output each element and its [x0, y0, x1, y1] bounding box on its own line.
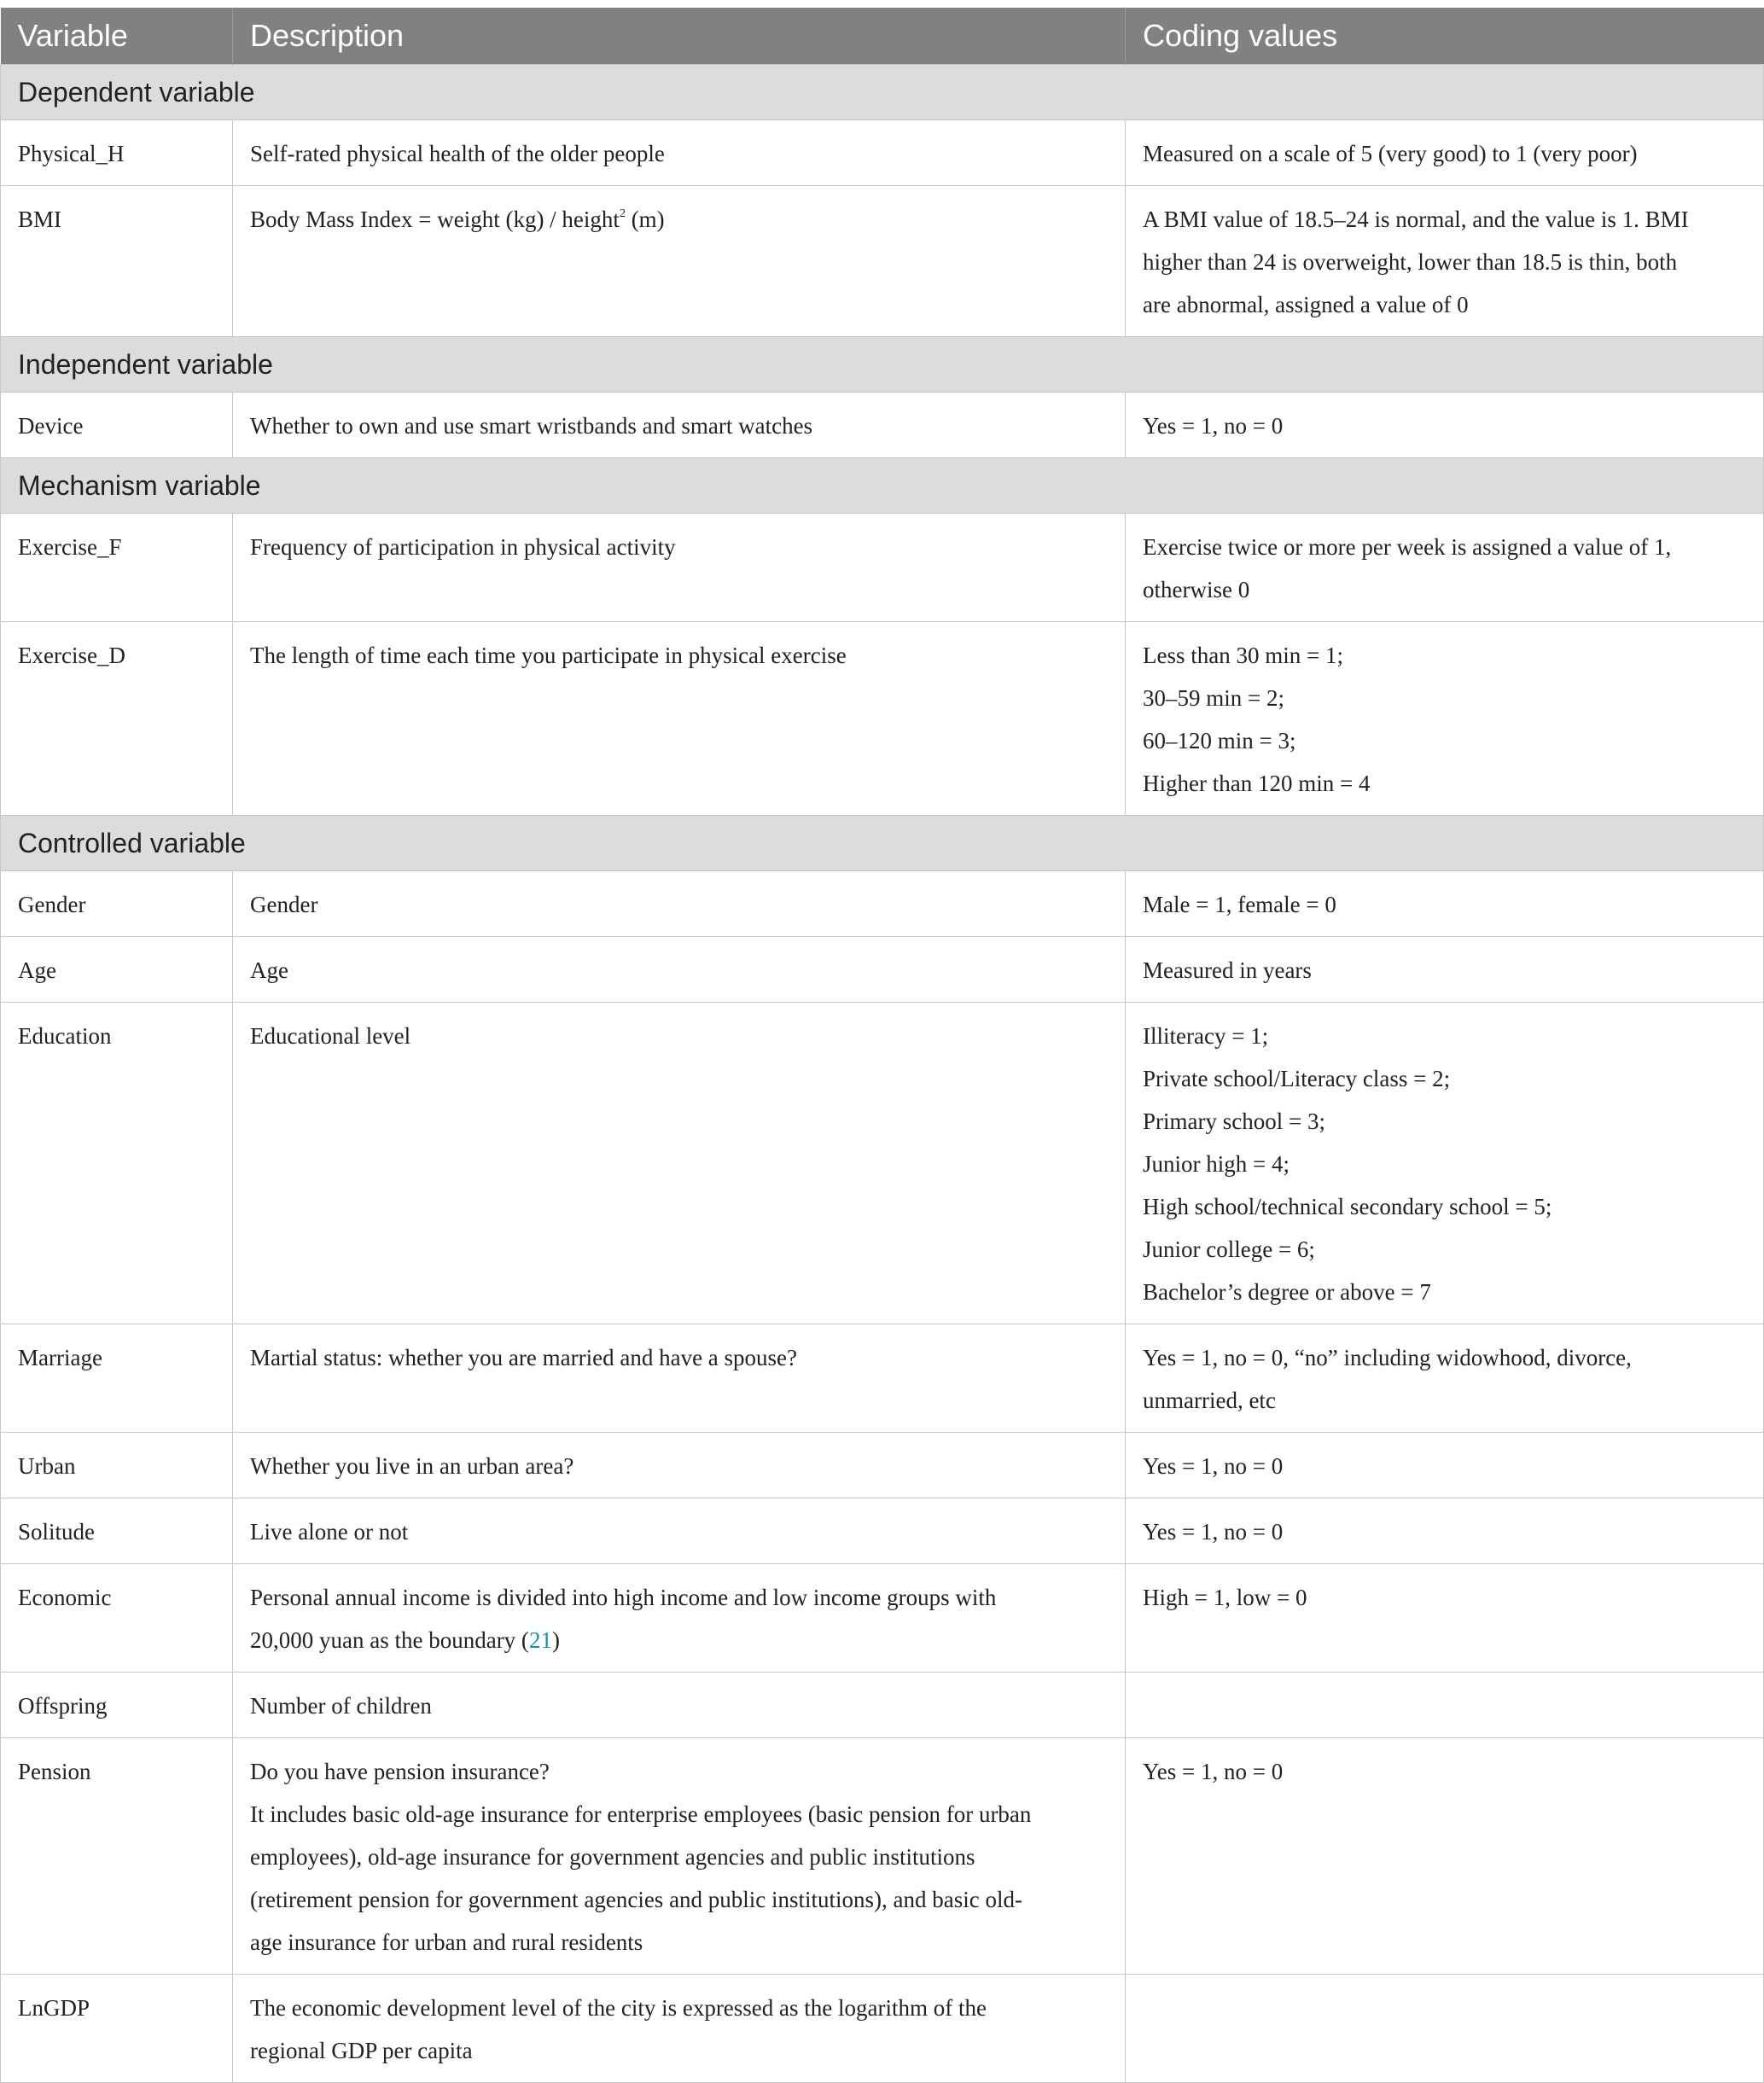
description-cell: Whether you live in an urban area? [233, 1433, 1126, 1498]
variable-cell: Urban [1, 1433, 233, 1498]
table-row [1, 622, 1764, 816]
coding-line: 30–59 min = 2; [1143, 685, 1284, 711]
table-row [1, 1975, 1764, 2083]
description-cell: Gender [233, 871, 1126, 937]
section-row-dependent [1, 65, 1764, 120]
variable-cell: Education [1, 1003, 233, 1324]
coding-line: unmarried, etc [1143, 1388, 1276, 1413]
description-line: The economic development level of the city is expressed as the logarithm of the [250, 1995, 987, 2021]
description-line: (retirement pension for government agencies and public institutions), and basic old- [250, 1887, 1023, 1912]
description-line: regional GDP per capita [250, 2038, 473, 2063]
description-cell: Live alone or not [233, 1498, 1126, 1564]
description-text: Body Mass Index = weight (kg) / height [250, 207, 620, 232]
variable-cell: Age [1, 937, 233, 1003]
variables-table [0, 8, 1764, 2083]
header-variable: Variable [1, 8, 233, 65]
table-row [1, 937, 1764, 1003]
coding-cell: Male = 1, female = 0 [1126, 871, 1764, 937]
table-row [1, 1564, 1764, 1673]
description-cell: Martial status: whether you are married and have a spouse? [233, 1324, 1126, 1433]
coding-line: Yes = 1, no = 0, “no” including widowhood, divorce, [1143, 1345, 1632, 1370]
coding-cell: High = 1, low = 0 [1126, 1564, 1764, 1673]
variable-cell: Exercise_D [1, 622, 233, 816]
reference-link[interactable]: 21 [528, 1627, 552, 1653]
table-header-row [1, 8, 1764, 65]
coding-cell [1126, 1324, 1764, 1433]
variable-cell: Economic [1, 1564, 233, 1673]
description-cell [233, 186, 1126, 337]
coding-line: higher than 24 is overweight, lower than 18.5 is thin, both [1143, 249, 1678, 275]
description-cell [233, 1975, 1126, 2083]
coding-cell: Yes = 1, no = 0 [1126, 1498, 1764, 1564]
section-title: Controlled variable [1, 816, 1764, 871]
variable-cell: Offspring [1, 1673, 233, 1738]
coding-line: Higher than 120 min = 4 [1143, 771, 1371, 796]
variables-table-container [0, 8, 1763, 2083]
table-row [1, 1498, 1764, 1564]
header-coding-values: Coding values [1126, 8, 1764, 65]
description-cell: Educational level [233, 1003, 1126, 1324]
variable-cell: Device [1, 393, 233, 458]
description-line: It includes basic old-age insurance for enterprise employees (basic pension for urban [250, 1801, 1032, 1827]
table-row [1, 514, 1764, 622]
description-cell [233, 1564, 1126, 1673]
description-cell: The length of time each time you participate in physical exercise [233, 622, 1126, 816]
section-row-controlled [1, 816, 1764, 871]
variable-cell: BMI [1, 186, 233, 337]
section-title: Independent variable [1, 337, 1764, 393]
section-row-mechanism [1, 458, 1764, 514]
description-cell: Self-rated physical health of the older people [233, 120, 1126, 186]
coding-cell [1126, 622, 1764, 816]
variable-cell: Gender [1, 871, 233, 937]
coding-cell: Measured in years [1126, 937, 1764, 1003]
table-row [1, 871, 1764, 937]
coding-line: Less than 30 min = 1; [1143, 643, 1343, 668]
table-row [1, 186, 1764, 337]
variable-cell: Marriage [1, 1324, 233, 1433]
coding-line: otherwise 0 [1143, 577, 1250, 602]
coding-line: 60–120 min = 3; [1143, 728, 1296, 753]
coding-line: Junior college = 6; [1143, 1236, 1315, 1262]
table-row [1, 120, 1764, 186]
table-row [1, 1324, 1764, 1433]
coding-line: Bachelor’s degree or above = 7 [1143, 1279, 1431, 1305]
coding-line: High school/technical secondary school = 5; [1143, 1194, 1552, 1219]
table-row [1, 1738, 1764, 1975]
table-row [1, 1003, 1764, 1324]
description-cell: Frequency of participation in physical activity [233, 514, 1126, 622]
description-line: Do you have pension insurance? [250, 1759, 550, 1784]
table-row [1, 393, 1764, 458]
section-row-independent [1, 337, 1764, 393]
coding-cell: Measured on a scale of 5 (very good) to 1 (very poor) [1126, 120, 1764, 186]
coding-cell [1126, 186, 1764, 337]
variable-cell: Solitude [1, 1498, 233, 1564]
description-cell: Age [233, 937, 1126, 1003]
description-text: ) [551, 1627, 560, 1653]
variable-cell: Physical_H [1, 120, 233, 186]
description-cell [233, 1738, 1126, 1975]
coding-line: Junior high = 4; [1143, 1151, 1290, 1177]
coding-cell [1126, 514, 1764, 622]
section-title: Mechanism variable [1, 458, 1764, 514]
coding-line: Exercise twice or more per week is assigned a value of 1, [1143, 534, 1672, 560]
coding-line: Illiteracy = 1; [1143, 1023, 1269, 1049]
description-cell: Number of children [233, 1673, 1126, 1738]
coding-cell [1126, 1975, 1764, 2083]
table-row [1, 1433, 1764, 1498]
description-line: Personal annual income is divided into high income and low income groups with [250, 1585, 997, 1610]
coding-line: Primary school = 3; [1143, 1108, 1325, 1134]
variable-cell: LnGDP [1, 1975, 233, 2083]
coding-line: A BMI value of 18.5–24 is normal, and the value is 1. BMI [1143, 207, 1689, 232]
variable-cell: Pension [1, 1738, 233, 1975]
coding-cell [1126, 1003, 1764, 1324]
coding-cell: Yes = 1, no = 0 [1126, 1738, 1764, 1975]
coding-cell [1126, 1673, 1764, 1738]
description-line [250, 1619, 1108, 1661]
section-title: Dependent variable [1, 65, 1764, 120]
description-cell: Whether to own and use smart wristbands and smart watches [233, 393, 1126, 458]
header-description: Description [233, 8, 1126, 65]
coding-line: are abnormal, assigned a value of 0 [1143, 292, 1469, 317]
coding-line: Private school/Literacy class = 2; [1143, 1066, 1451, 1091]
superscript: 2 [619, 207, 626, 220]
coding-cell: Yes = 1, no = 0 [1126, 1433, 1764, 1498]
coding-cell: Yes = 1, no = 0 [1126, 393, 1764, 458]
variable-cell: Exercise_F [1, 514, 233, 622]
description-text: (m) [625, 207, 665, 232]
description-line: age insurance for urban and rural residents [250, 1929, 643, 1955]
description-text: 20,000 yuan as the boundary ( [250, 1627, 529, 1653]
description-line: employees), old-age insurance for government agencies and public institutions [250, 1844, 975, 1870]
table-row [1, 1673, 1764, 1738]
